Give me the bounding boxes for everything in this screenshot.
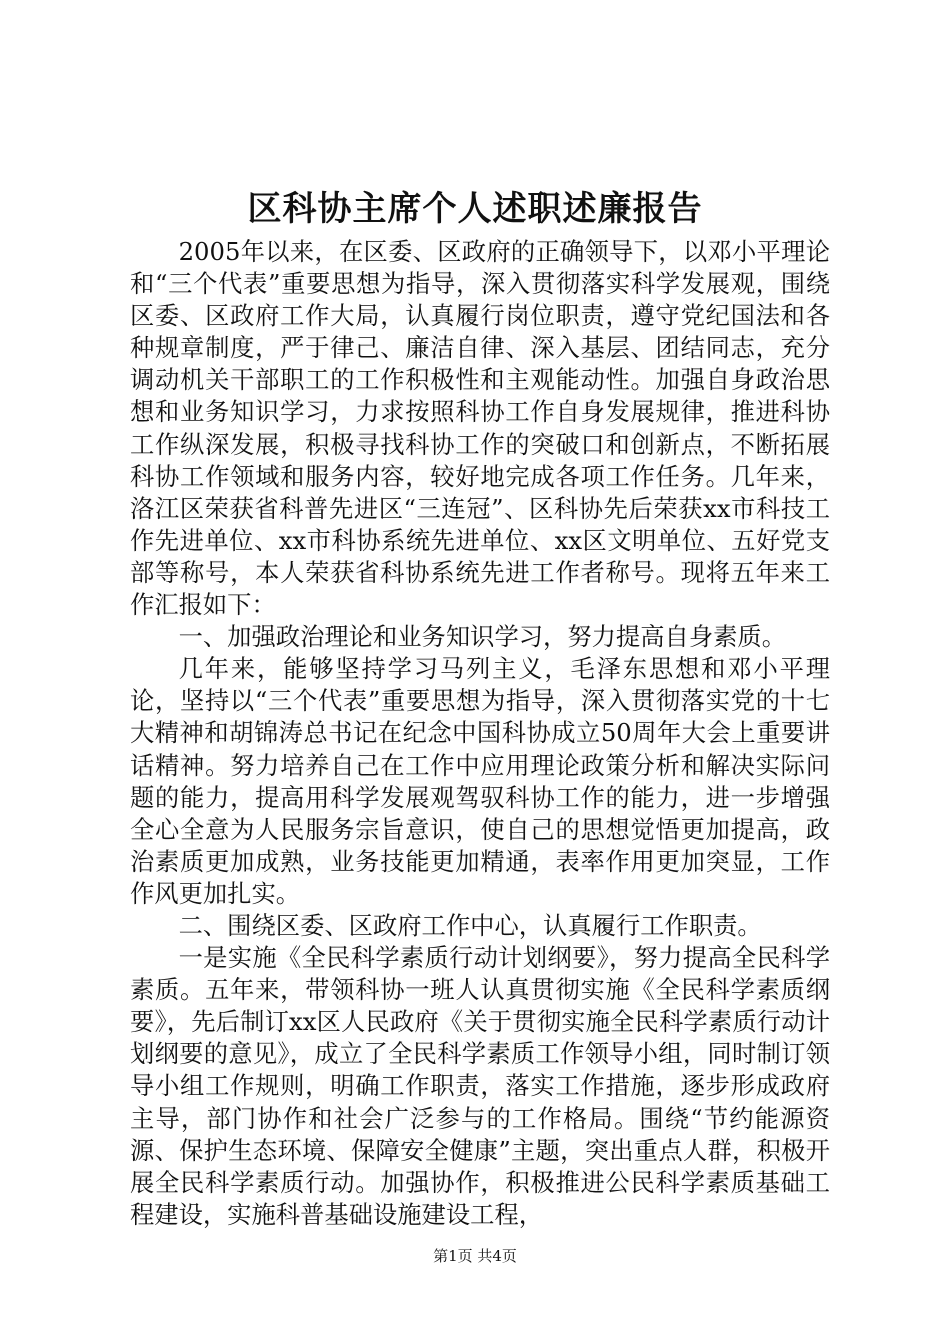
- paragraph-intro: 2005年以来，在区委、区政府的正确领导下，以邓小平理论和“三个代表”重要思想为指导，深入贯彻落实科学发展观，围绕区委、区政府工作大局，认真履行岗位职责，遵守党纪国法和各种规章制度，严于律己、廉洁自律、深入基层、团结同志，充分调动机关干部职工的工作积极性和主观能动性。加强自身政治思想和业务知识学习，力求按照科协工作自身发展规律，推进科协工作纵深发展，积极寻找科协工作的突破口和创新点，不断拓展科协工作领域和服务内容，较好地完成各项工作任务。几年来，洛江区荣获省科普先进区“三连冠”、区科协先后荣获xx市科技工作先进单位、xx市科协系统先进单位、xx区文明单位、五好党支部等称号，本人荣获省科协系统先进工作者称号。现将五年来工作汇报如下：: [130, 237, 830, 620]
- page-footer: 第1页 共4页: [433, 1247, 517, 1265]
- document-body: [130, 236, 830, 1231]
- paragraph-study: 几年来，能够坚持学习马列主义，毛泽东思想和邓小平理论，坚持以“三个代表”重要思想为指导，深入贯彻落实党的十七大精神和胡锦涛总书记在纪念中国科协成立50周年大会上重要讲话精神。努力培养自己在工作中应用理论政策分析和解决实际问题的能力，提高用科学发展观驾驭科协工作的能力，进一步增强全心全意为人民服务宗旨意识，使自己的思想觉悟更加提高，政治素质更加成熟，业务技能更加精通，表率作用更加突显，工作作风更加扎实。: [130, 654, 830, 908]
- document-title: 区科协主席个人述职述廉报告: [247, 189, 703, 229]
- section-heading-1: 一、加强政治理论和业务知识学习，努力提高自身素质。: [178, 622, 787, 652]
- paragraph-science-literacy: 一是实施《全民科学素质行动计划纲要》，努力提高全民科学素质。五年来，带领科协一班人认真贯彻实施《全民科学素质纲要》，先后制订xx区人民政府《关于贯彻实施全民科学素质行动计划纲要的意见》，成立了全民科学素质工作领导小组，同时制订领导小组工作规则，明确工作职责，落实工作措施，逐步形成政府主导，部门协作和社会广泛参与的工作格局。围绕“节约能源资源、保护生态环境、保障安全健康”主题，突出重点人群，积极开展全民科学素质行动。加强协作，积极推进公民科学素质基础工程建设，实施科普基础设施建设工程，: [130, 943, 830, 1229]
- section-heading-2: 二、围绕区委、区政府工作中心，认真履行工作职责。: [178, 910, 762, 940]
